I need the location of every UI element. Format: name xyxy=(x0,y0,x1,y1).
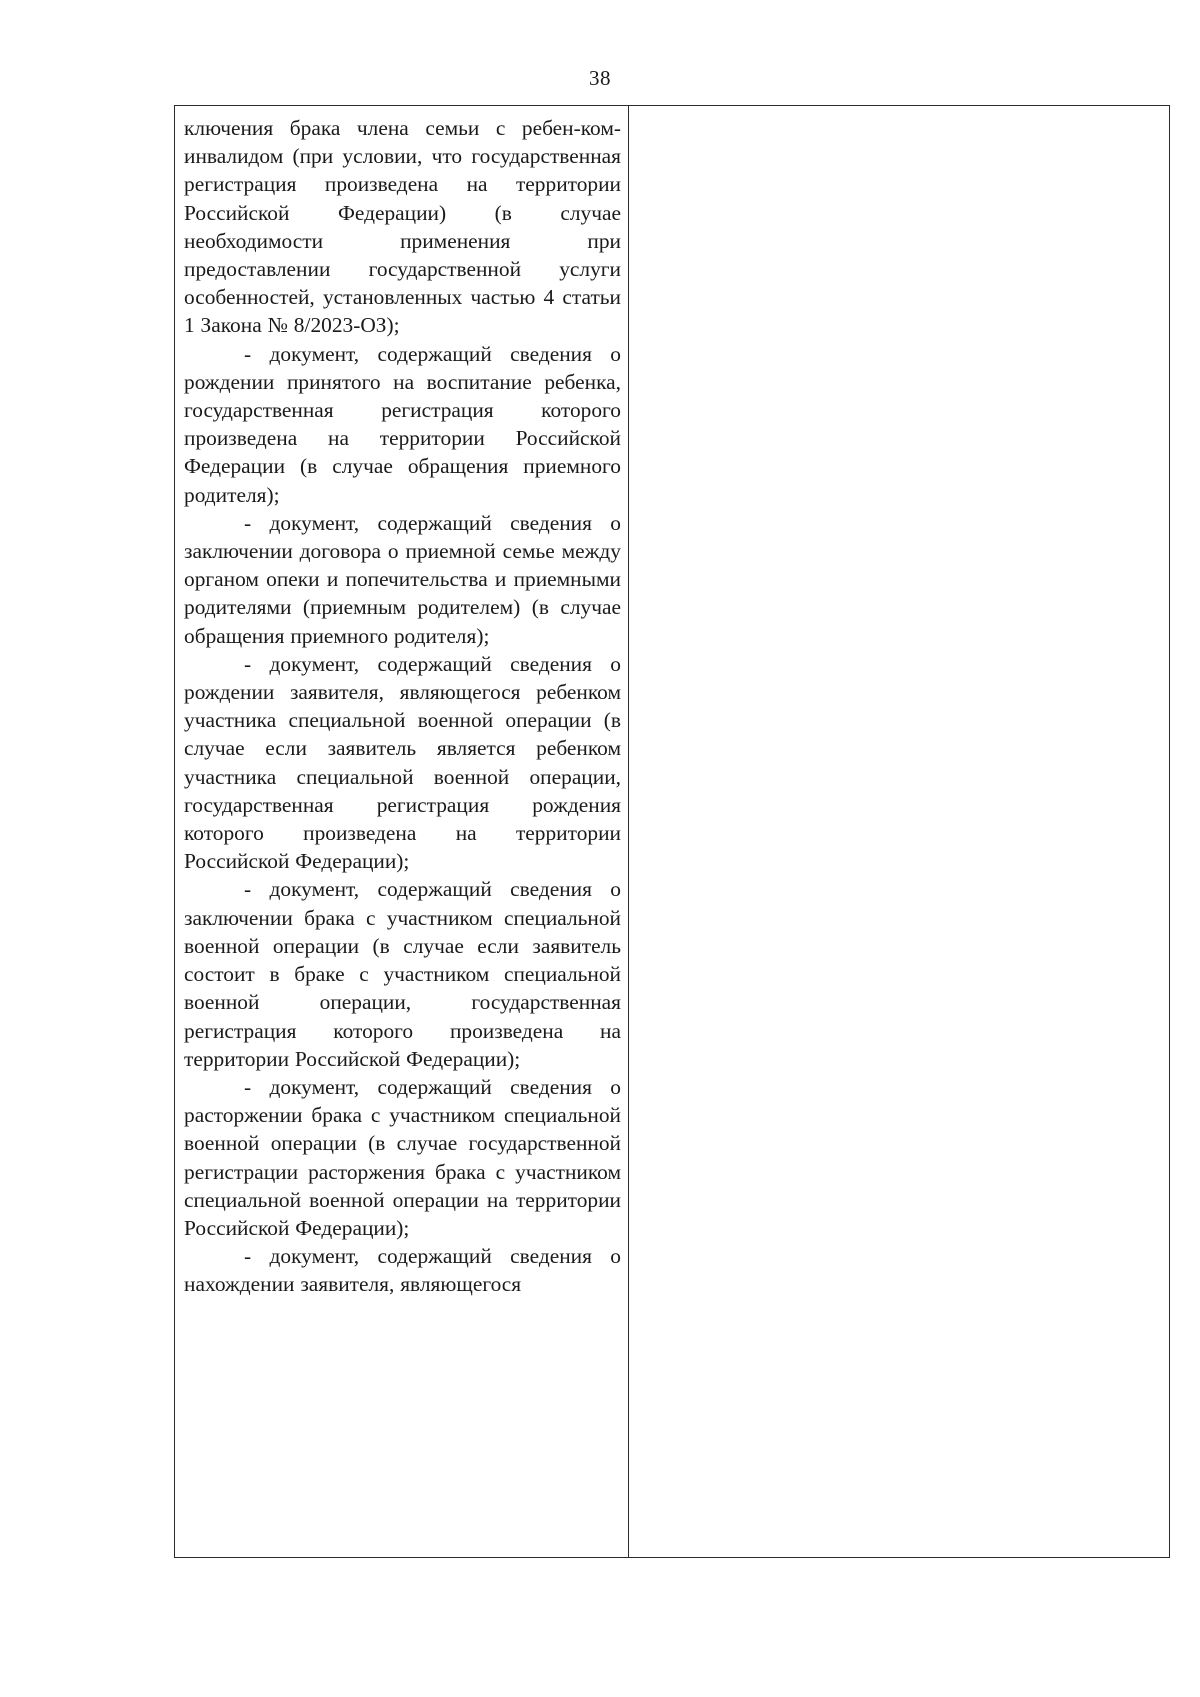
table-cell-left xyxy=(175,106,629,1557)
document-table xyxy=(174,105,1170,1558)
page-number: 38 xyxy=(589,66,611,90)
paragraph-6: - документ, содержащий сведения о расторжении брака с участником специальной военной операции (в случае государственной регистрации расторжения брака с участником специальной военной операции на территории Российской Федерации); xyxy=(184,1074,621,1240)
paragraph-4: - документ, содержащий сведения о рождении заявителя, являющегося ребенком участника специальной военной операции (в случае если заявитель является ребенком участника специальной военной операции, государственная регистрация рождения которого произведена на территории Российской Федерации); xyxy=(184,651,621,874)
paragraph-5: - документ, содержащий сведения о заключении брака с участником специальной военной операции (в случае если заявитель состоит в браке с участником специальной военной операции, государственная регистрация которого произведена на территории Российской Федерации); xyxy=(184,877,621,1071)
paragraph-2: - документ, содержащий сведения о рождении принятого на воспитание ребенка, государственная регистрация которого произведена на территории Российской Федерации (в случае обращения приемного родителя); xyxy=(184,341,621,507)
paragraph-7: - документ, содержащий сведения о нахождении заявителя, являющегося xyxy=(184,1244,621,1297)
paragraph-3: - документ, содержащий сведения о заключении договора о приемной семье между органом опеки и попечительства и приемными родителями (приемным родителем) (в случае обращения приемного родителя); xyxy=(184,510,621,648)
paragraph-1: ключения брака члена семьи с ребен-ком-инвалидом (при условии, что государственная регистрация произведена на территории Российской Федерации) (в случае необходимости применения при предоставлении государственной услуги особенностей, установленных частью 4 статьи 1 Закона № 8/2023-ОЗ); xyxy=(184,116,621,338)
table-cell-right xyxy=(629,106,1169,1557)
